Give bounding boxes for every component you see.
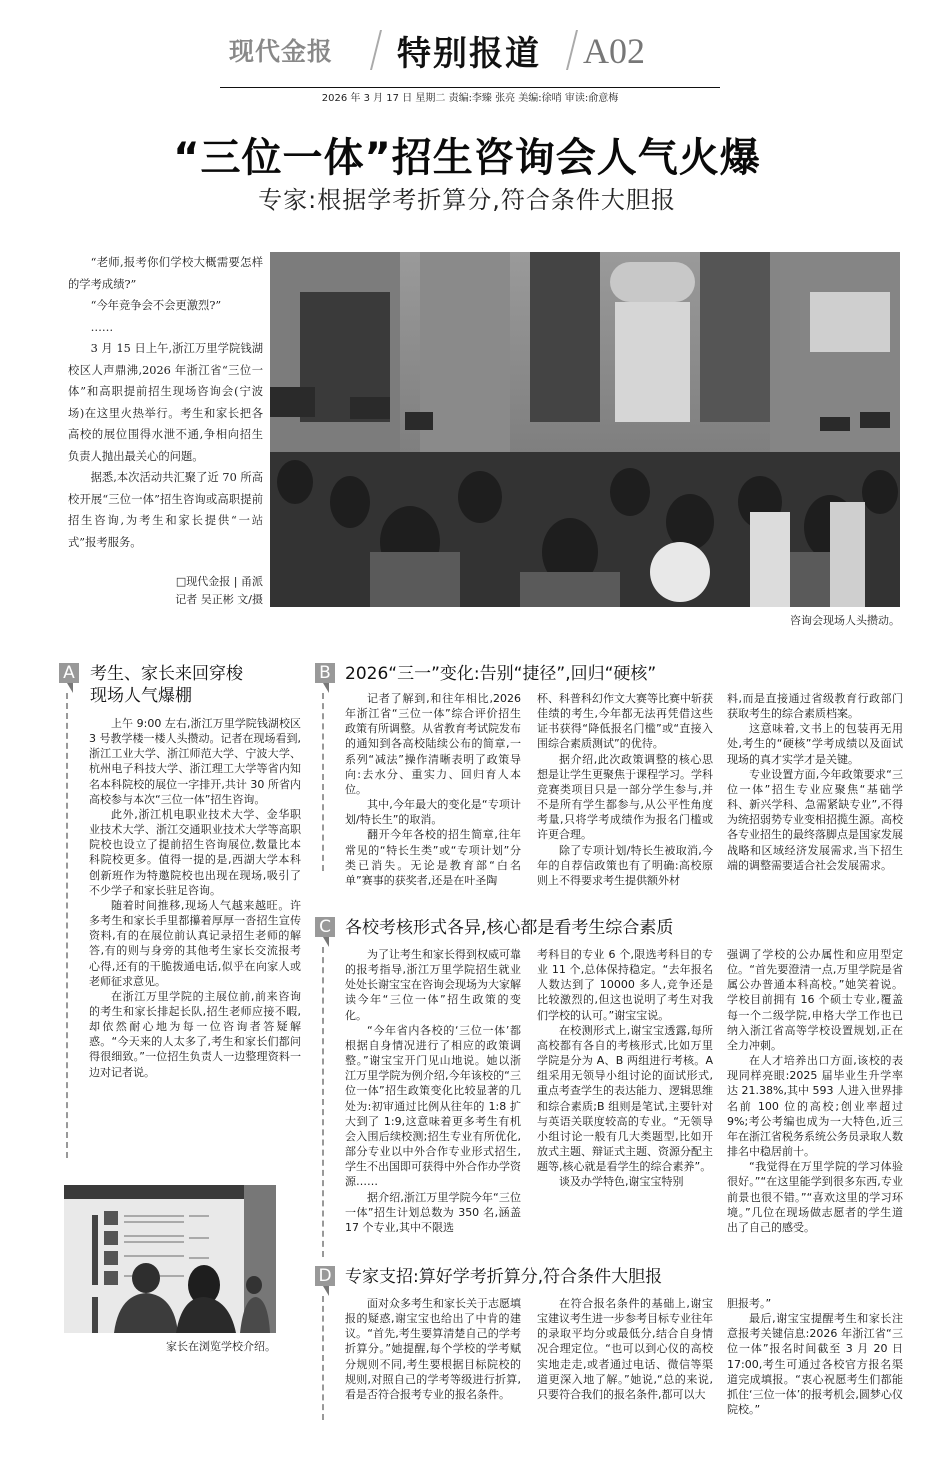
crowd-photo-image — [270, 252, 900, 607]
section-c-title: 各校考核形式各异,核心都是看考生综合素质 — [345, 918, 674, 938]
section-c-column-3 — [727, 947, 903, 1235]
paragraph: 在浙江万里学院的主展位前,前来咨询的考生和家长排起长队,招生老师应接不暇,却依然耐心地为每一位咨询者答疑解惑。“今天来的人太多了,考生和家长们都问得很细致。”一位招生负责人一边整理资料一边对记者说。 — [89, 989, 301, 1079]
paragraph: 杯、科普科幻作文大赛等比赛中斩获佳绩的考生,今年都无法再凭借这些证书获得“降低报名门槛”或“直接入围综合素质测试”的优待。 — [537, 692, 713, 751]
newspaper-name: 现代金报 — [229, 37, 334, 66]
paragraph: 面对众多考生和家长关于志愿填报的疑惑,谢宝宝也给出了中肯的建议。“首先,考生要算清楚自己的学考折算分。”她提醒,每个学校的学考赋分规则不同,考生要根据目标院校的规则,对照自己的学考等级进行折算,看是否符合报考专业的报名条件。 — [345, 1297, 521, 1401]
section-c-column-2 — [537, 947, 713, 1190]
section-a-divider — [66, 693, 68, 1158]
section-b-column-1 — [345, 691, 521, 888]
tag-tail — [61, 683, 73, 693]
section-c-column-1 — [345, 947, 521, 1235]
section-a-title-line: 现场人气爆棚 — [90, 686, 192, 706]
section-b-column-2 — [537, 691, 713, 888]
paragraph: 料,而是直接通过省级教育行政部门获取考生的综合素质档案。 — [727, 692, 903, 721]
paragraph: 翻开今年各校的招生简章,往年常见的“特长生类”或“专项计划”分类已消失。无论是教育部“白名单”赛事的获奖者,还是在叶圣陶 — [345, 828, 521, 887]
section-tag-b: B — [315, 663, 335, 683]
paragraph: 最后,谢宝宝提醒考生和家长注意报考关键信息:2026 年浙江省“三位一体”报名时间截至 3 月 20 日 17:00,考生可通过各校官方报名渠道完成填报。“衷心祝愿考生们都能抓住‘三位一体’的报考机会,圆梦心仪院校。” — [727, 1312, 903, 1417]
section-tag-c: C — [315, 917, 335, 937]
paragraph: 据介绍,浙江万里学院今年“三位一体”招生计划总数为 350 名,涵盖 17 个专业,其中不限选 — [345, 1190, 521, 1234]
section-a-body — [89, 716, 301, 1080]
section-d-divider — [322, 1296, 324, 1420]
headline: “三位一体”招生咨询会人气火爆 — [173, 135, 761, 181]
paragraph: 记者了解到,和往年相比,2026 年浙江省“三位一体”综合评价招生政策有所调整。从省教育考试院发布的通知到各高校陆续公布的简章,一系列“减法”操作清晰表明了政策导向:去水分、重实力、回归育人本位。 — [345, 692, 521, 796]
section-tag-d: D — [315, 1266, 335, 1286]
section-a-title — [90, 663, 243, 707]
paragraph: 上午 9:00 左右,浙江万里学院钱湖校区 3 号教学楼一楼人头攒动。记者在现场看到,浙江工业大学、浙江师范大学、宁波大学、杭州电子科技大学、浙江理工大学等省内知名本科院校的展位一字排开,共计 30 所省内高校参与本次“三位一体”招生咨询。 — [89, 717, 301, 806]
intro-paragraph: “老师,报考你们学校大概需要怎样的学考成绩?” — [68, 256, 263, 291]
tag-tail — [317, 937, 329, 947]
tag-tail — [317, 1286, 329, 1296]
section-b-divider — [322, 693, 324, 871]
paragraph: 其中,今年最大的变化是“专项计划/特长生”的取消。 — [345, 798, 521, 827]
paragraph: 胆报考。” — [727, 1297, 772, 1310]
section-c-divider — [322, 947, 324, 1257]
paragraph: 考科目的专业 6 个,限选考科目的专业 11 个,总体保持稳定。“去年报名人数达到了 10000 多人,竞争还是比较激烈的,但这也说明了考生对我们学校的认可。”谢宝宝说。 — [537, 948, 713, 1022]
paragraph: 在符合报名条件的基础上,谢宝宝建议考生进一步参考目标专业往年的录取平均分或最低分,结合自身情况合理定位。“也可以到心仪的高校实地走走,或者通过电话、微信等渠道更深入地了解。”她说,“总的来说,只要符合我们的报名条件,都可以大 — [537, 1297, 713, 1401]
divider — [566, 30, 578, 70]
small-photo-caption: 家长在浏览学校介绍。 — [166, 1340, 276, 1353]
section-a-title-line: 考生、家长来回穿梭 — [90, 664, 243, 684]
paragraph: 在人才培养出口方面,该校的表现同样亮眼:2025 届毕业生升学率达 21.38%,其中 593 人进入世界排名前 100 位的高校;创业率超过 9%;考公考编也成为一大特色,近三年在浙江省税务系统公务员录取人数排名中稳居前十。 — [727, 1054, 903, 1159]
crowd-photo — [270, 252, 900, 607]
paragraph: 随着时间推移,现场人气越来越旺。许多考生和家长手里都攥着厚厚一沓招生宣传资料,有的在展位前认真记录招生老师的解答,有的则与身旁的其他考生家长交流报考心得,还有的干脆拨通电话,似乎在向家人或老师征求意见。 — [89, 898, 301, 988]
section-d-title: 专家支招:算好学考折算分,符合条件大胆报 — [345, 1267, 663, 1287]
paragraph: “今年省内各校的‘三位一体’都根据自身情况进行了相应的政策调整。”谢宝宝开门见山地说。她以浙江万里学院为例介绍,今年该校的“三位一体”招生政策变化比较显著的几处为:初审通过比例从往年的 1:8 扩大到了 1:9,这意味着更多考生有机会入围后续校测;招生专业有所优化,部分专业以中外合作专业形式招生,学生不出国即可获得中外合作办学资源…… — [345, 1023, 521, 1189]
paragraph: 专业设置方面,今年政策要求“三位一体”招生专业应聚焦“基础学科、新兴学科、急需紧缺专业”,不得为统招弱势专业变相招揽生源。高校各专业招生的最终落脚点是国家发展战略和区域经济发展需求,当下招生端的调整需要适合社会发展需求。 — [727, 767, 903, 872]
masthead-rule — [220, 87, 720, 88]
tag-tail — [317, 683, 329, 693]
section-b-column-3 — [727, 691, 903, 873]
main-photo-caption: 咨询会现场人头攒动。 — [790, 614, 900, 627]
paragraph: 此外,浙江机电职业技术大学、金华职业技术大学、浙江交通职业技术大学等高职院校也设立了提前招生咨询展位,数量比本科院校更多。值得一提的是,西湖大学本科创新班作为特邀院校也出现在现场,吸引了不少学子和家长驻足咨询。 — [89, 807, 301, 897]
byline-outlet: □现代金报 | 甬派 — [175, 575, 263, 588]
masthead — [225, 24, 745, 74]
paragraph: 这意味着,文书上的包装再无用处,考生的“硬核”学考成绩以及面试现场的真才实学才是关键。 — [727, 722, 903, 766]
paragraph: 强调了学校的公办属性和应用型定位。“首先要澄清一点,万里学院是省属公办普通本科高校。”她笑着说。学校目前拥有 16 个硕士专业,覆盖每一个二级学院,申格大学工作也已纳入浙江省高等学校设置规划,正在全力冲刺。 — [727, 948, 903, 1052]
paragraph: “我觉得在万里学院的学习体验很好。”“在这里能学到很多东西,专业前景也很不错。”“喜欢这里的学习环境。”几位在现场做志愿者的学生道出了自己的感受。 — [727, 1160, 903, 1234]
byline-reporter: 记者 吴正彬 文/摄 — [175, 593, 263, 606]
paragraph: 据介绍,此次政策调整的核心思想是让学生更聚焦于课程学习。学科竞赛类项目只是一部分学生参与,并不是所有学生都参与,从公平性角度考量,只将学考成绩作为报名门槛或许更合理。 — [537, 752, 713, 842]
page-number: A02 — [583, 31, 645, 71]
intro-paragraph: 3 月 15 日上午,浙江万里学院钱湖校区人声鼎沸,2026 年浙江省“三位一体”和高职提前招生现场咨询会(宁波场)在这里火热举行。考生和家长把各高校的展位围得水泄不通,争相向招生负责人抛出最关心的问题。 — [68, 342, 263, 463]
section-tag-a: A — [59, 663, 79, 683]
section-b-title: 2026“三一”变化:告别“捷径”,回归“硬核” — [345, 664, 657, 684]
section-d-column-2 — [537, 1296, 713, 1402]
parents-photo-image — [64, 1185, 276, 1333]
paragraph: 谈及办学特色,谢宝宝特别 — [559, 1175, 684, 1189]
section-d-column-1 — [345, 1296, 521, 1402]
dateline: 2026 年 3 月 17 日 星期二 责编:李臻 张亮 美编:徐哨 审读:俞意梅 — [321, 93, 619, 104]
section-name: 特别报道 — [397, 34, 541, 74]
intro-paragraph: …… — [90, 320, 114, 334]
intro-text — [68, 252, 263, 553]
divider — [370, 30, 382, 70]
subheadline: 专家:根据学考折算分,符合条件大胆报 — [258, 186, 676, 214]
parents-photo — [64, 1185, 276, 1333]
paragraph: 为了让考生和家长得到权威可靠的报考指导,浙江万里学院招生就业处处长谢宝宝在咨询会现场为大家解读今年“三位一体”招生政策的变化。 — [345, 948, 521, 1022]
paragraph: 在校测形式上,谢宝宝透露,每所高校都有各自的考核形式,比如万里学院是分为 A、B 两组进行考核。A 组采用无领导小组讨论的面试形式,重点考查学生的表达能力、逻辑思维和综合素质;B 组则是笔试,主要针对与英语关联度较高的专业。“无领导小组讨论一般有几大类题型,比如开放式主题、辩证式主题、资源分配主题等,核心就是看学生的综合素养”。 — [537, 1023, 713, 1174]
intro-paragraph: 据悉,本次活动共汇聚了近 70 所高校开展“三位一体”招生咨询或高职提前招生咨询,为考生和家长提供“一站式”报考服务。 — [68, 471, 263, 549]
intro-paragraph: “今年竞争会不会更激烈?” — [90, 299, 222, 312]
section-d-column-3 — [727, 1296, 903, 1417]
byline — [130, 573, 263, 609]
paragraph: 除了专项计划/特长生被取消,今年的自荐信政策也有了明确:高校原则上不得要求考生提供额外材 — [537, 843, 713, 887]
